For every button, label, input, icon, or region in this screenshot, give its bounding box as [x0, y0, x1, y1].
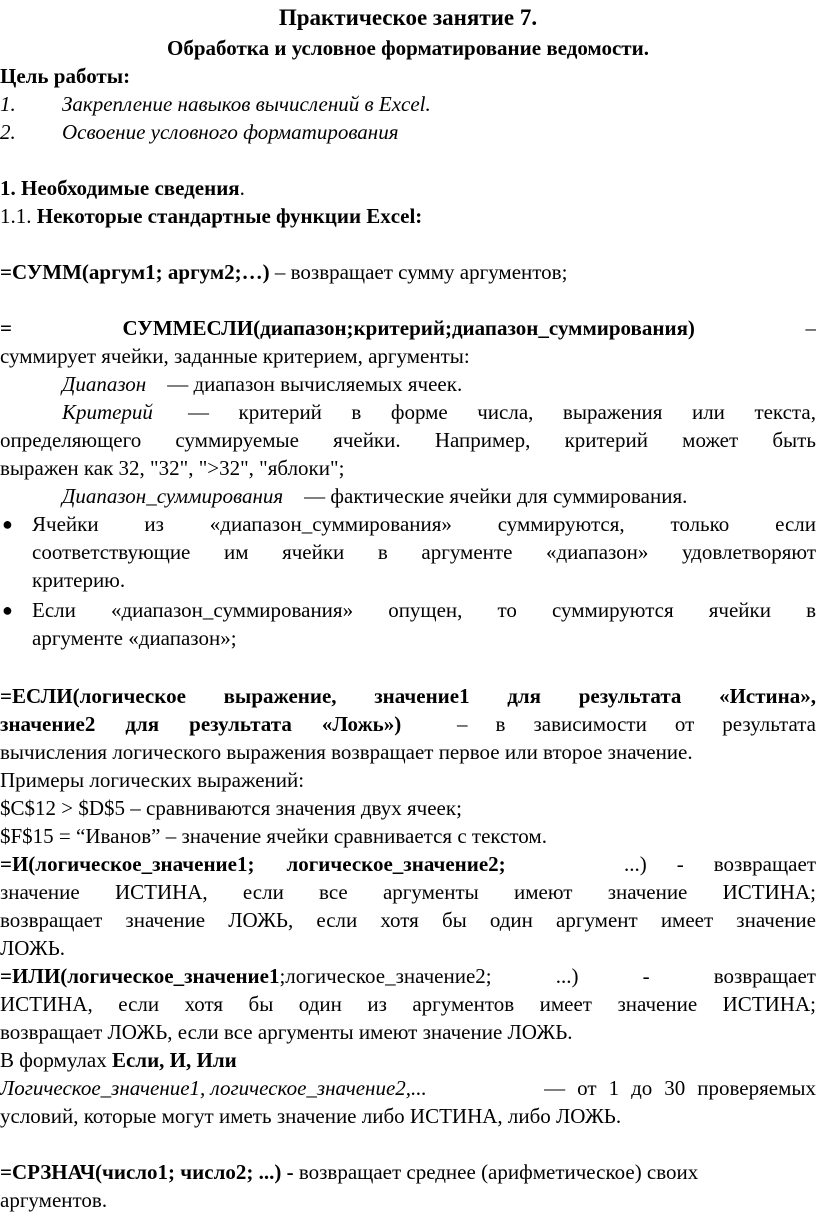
word: «Ложь») — [321, 712, 402, 736]
word: текста, — [754, 400, 816, 424]
word: ...) — [555, 964, 579, 988]
word: один — [298, 992, 342, 1016]
word: аргументы — [382, 880, 479, 904]
and-line2 — [0, 880, 816, 904]
word: суммируются, — [497, 512, 625, 536]
word: «Истина», — [719, 684, 816, 708]
word: бы — [248, 992, 274, 1016]
word: логическое_значение2; — [286, 852, 506, 876]
word: или — [691, 400, 725, 424]
word: =ЕСЛИ(логическое — [0, 684, 186, 708]
word: результата — [189, 712, 292, 736]
word: результата — [578, 684, 682, 708]
word: ЛОЖЬ, — [228, 908, 294, 932]
word: ячейки — [708, 598, 771, 622]
word: форме — [390, 400, 448, 424]
word: - — [642, 964, 650, 988]
word: значение — [0, 880, 80, 904]
arg-sum-range: Диапазон_суммирования — фактические ячейки для суммирования. — [62, 484, 688, 508]
word: бы — [441, 908, 467, 932]
word: возвращает — [713, 852, 816, 876]
word: – — [457, 712, 468, 736]
word: только — [670, 512, 730, 536]
word: соответствующие — [32, 540, 191, 564]
srznach-line2: аргументов. — [0, 1188, 108, 1212]
arg-criteria: Критерий — критерий в форме числа, выражения или текста, — [62, 400, 816, 424]
word: критерий — [564, 428, 648, 452]
word: Например, — [434, 428, 531, 452]
srznach-definition: =СРЗНАЧ(число1; число2; ...) - возвращает среднее (арифметическое) своих — [0, 1160, 699, 1184]
formulas-note-line3: условий, которые могут иметь значение либо ИСТИНА, либо ЛОЖЬ. — [0, 1104, 622, 1128]
page-title: Практическое занятие 7. — [278, 5, 538, 30]
word: 1 — [608, 1076, 620, 1100]
word: в — [377, 540, 388, 564]
esli-line3: вычисления логического выражения возвращает первое или второе значение. — [0, 740, 693, 764]
esli-definition — [0, 684, 816, 708]
word: хотя — [380, 908, 419, 932]
word: если — [242, 880, 284, 904]
subsection-heading: 1.1. Некоторые стандартные функции Excel: — [0, 204, 423, 228]
word: ...) — [623, 852, 647, 876]
word: ИСТИНА, — [114, 880, 208, 904]
arg-criteria-line2 — [0, 428, 816, 452]
summ-definition: =СУММ(аргум1; аргум2;…) – возвращает сумму аргументов; — [0, 260, 568, 284]
word: значение1 — [374, 684, 470, 708]
word: =И(логическое_значение1; — [0, 852, 255, 876]
word: им — [223, 540, 249, 564]
word: ИСТИНА; — [722, 880, 816, 904]
bullet-icon: ● — [2, 600, 13, 620]
word: один — [489, 908, 533, 932]
goal-item-text: Освоение условного форматирования — [62, 120, 399, 144]
word: значение — [125, 908, 206, 932]
word: выражения — [562, 400, 663, 424]
or-line2 — [0, 992, 816, 1016]
word: имеет — [539, 992, 592, 1016]
word: аргументе — [421, 540, 513, 564]
word: Ячейки — [32, 512, 99, 536]
word: имеет — [660, 908, 714, 932]
word: зависимости — [533, 712, 647, 736]
word: возвращает — [713, 964, 816, 988]
word: ячейки. — [333, 428, 401, 452]
esli-example: $C$12 > $D$5 – сравниваются значения двух ячеек; — [0, 796, 462, 820]
summesli-definition: = СУММЕСЛИ(диапазон;критерий;диапазон_суммирования) – — [0, 316, 816, 340]
word: значение — [607, 880, 688, 904]
word: ячейки — [282, 540, 345, 564]
word: 30 — [664, 1076, 686, 1100]
word: в — [806, 598, 816, 622]
word: «диапазон» — [545, 540, 649, 564]
word: ;логическое_значение2; — [279, 964, 492, 988]
goal-heading: Цель работы: — [0, 64, 131, 88]
goal-item-text: Закрепление навыков вычислений в Excel. — [62, 92, 431, 116]
word: от — [577, 1076, 597, 1100]
word: для — [125, 712, 160, 736]
word: быть — [772, 428, 816, 452]
word: — — [188, 400, 209, 424]
goal-item-1 — [0, 92, 816, 116]
formulas-note: В формулах Если, И, Или — [0, 1048, 237, 1072]
word: может — [682, 428, 739, 452]
word: «диапазон_суммирования» — [209, 512, 452, 536]
word: значение — [617, 992, 698, 1016]
esli-line4: Примеры логических выражений: — [0, 768, 305, 792]
word: если — [316, 908, 358, 932]
and-line3 — [0, 908, 816, 932]
bullet-line: критерию. — [32, 568, 126, 592]
goal-item-2 — [0, 120, 816, 144]
word: результата — [722, 712, 816, 736]
word: имеют — [514, 880, 573, 904]
summesli-line2: суммирует ячейки, заданные критерием, аргументы: — [0, 344, 470, 368]
word: числа, — [477, 400, 534, 424]
word: - — [676, 852, 684, 876]
bullet-line: аргументе «диапазон»; — [32, 626, 237, 650]
and-definition — [0, 852, 816, 876]
bullet-line — [32, 540, 816, 564]
word: из — [367, 992, 387, 1016]
word: из — [144, 512, 164, 536]
word: аргумент — [556, 908, 638, 932]
esli-line2 — [0, 712, 816, 736]
word: аргументов — [412, 992, 515, 1016]
word: удовлетворяют — [682, 540, 816, 564]
and-line4: ЛОЖЬ. — [0, 936, 66, 960]
word: значение — [736, 908, 816, 932]
arg-criteria-line3: выражен как 32, "32", ">32", "яблоки"; — [0, 456, 345, 480]
word: выражение, — [223, 684, 337, 708]
word: критерий — [238, 400, 322, 424]
word: то — [497, 598, 517, 622]
word: определяющего — [0, 428, 142, 452]
word: для — [507, 684, 542, 708]
word: в — [351, 400, 362, 424]
word: от — [674, 712, 695, 736]
section-heading: 1. Необходимые сведения. — [0, 176, 245, 200]
arg-range: Диапазон — диапазон вычисляемых ячеек. — [62, 372, 463, 396]
word: «диапазон_суммирования» — [110, 598, 354, 622]
word: если — [775, 512, 816, 536]
or-definition: =ИЛИ(логическое_значение1 ;логическое_значение2; ...) - возвращает — [0, 964, 816, 988]
arg-criteria-desc — [188, 400, 816, 424]
bullet-icon: ● — [2, 514, 13, 534]
esli-example: $F$15 = “Иванов” – значение ячейки сравнивается с текстом. — [0, 824, 547, 848]
page-subtitle: Обработка и условное форматирование ведомости. — [167, 36, 649, 60]
word: — — [544, 1076, 566, 1100]
word: проверяемых — [697, 1076, 816, 1100]
word: в — [495, 712, 506, 736]
goal-item-num: 2. — [0, 120, 16, 144]
word: значение2 — [0, 712, 96, 736]
word: все — [319, 880, 348, 904]
word: опущен, — [388, 598, 463, 622]
word: возвращает — [0, 908, 103, 932]
word: ИСТИНА, — [0, 992, 93, 1016]
word: до — [631, 1076, 653, 1100]
word: если — [118, 992, 160, 1016]
formulas-note-line2: Логическое_значение1, логическое_значение2,... — от 1 до 30 проверяемых — [0, 1076, 816, 1100]
word: суммируемые — [175, 428, 299, 452]
word: ИСТИНА; — [722, 992, 816, 1016]
word: хотя — [184, 992, 224, 1016]
goal-item-num: 1. — [0, 92, 16, 116]
word: Если — [32, 598, 76, 622]
or-line3: возвращает ЛОЖЬ, если все аргументы имеют значение ЛОЖЬ. — [0, 1020, 573, 1044]
word: суммируются — [552, 598, 674, 622]
